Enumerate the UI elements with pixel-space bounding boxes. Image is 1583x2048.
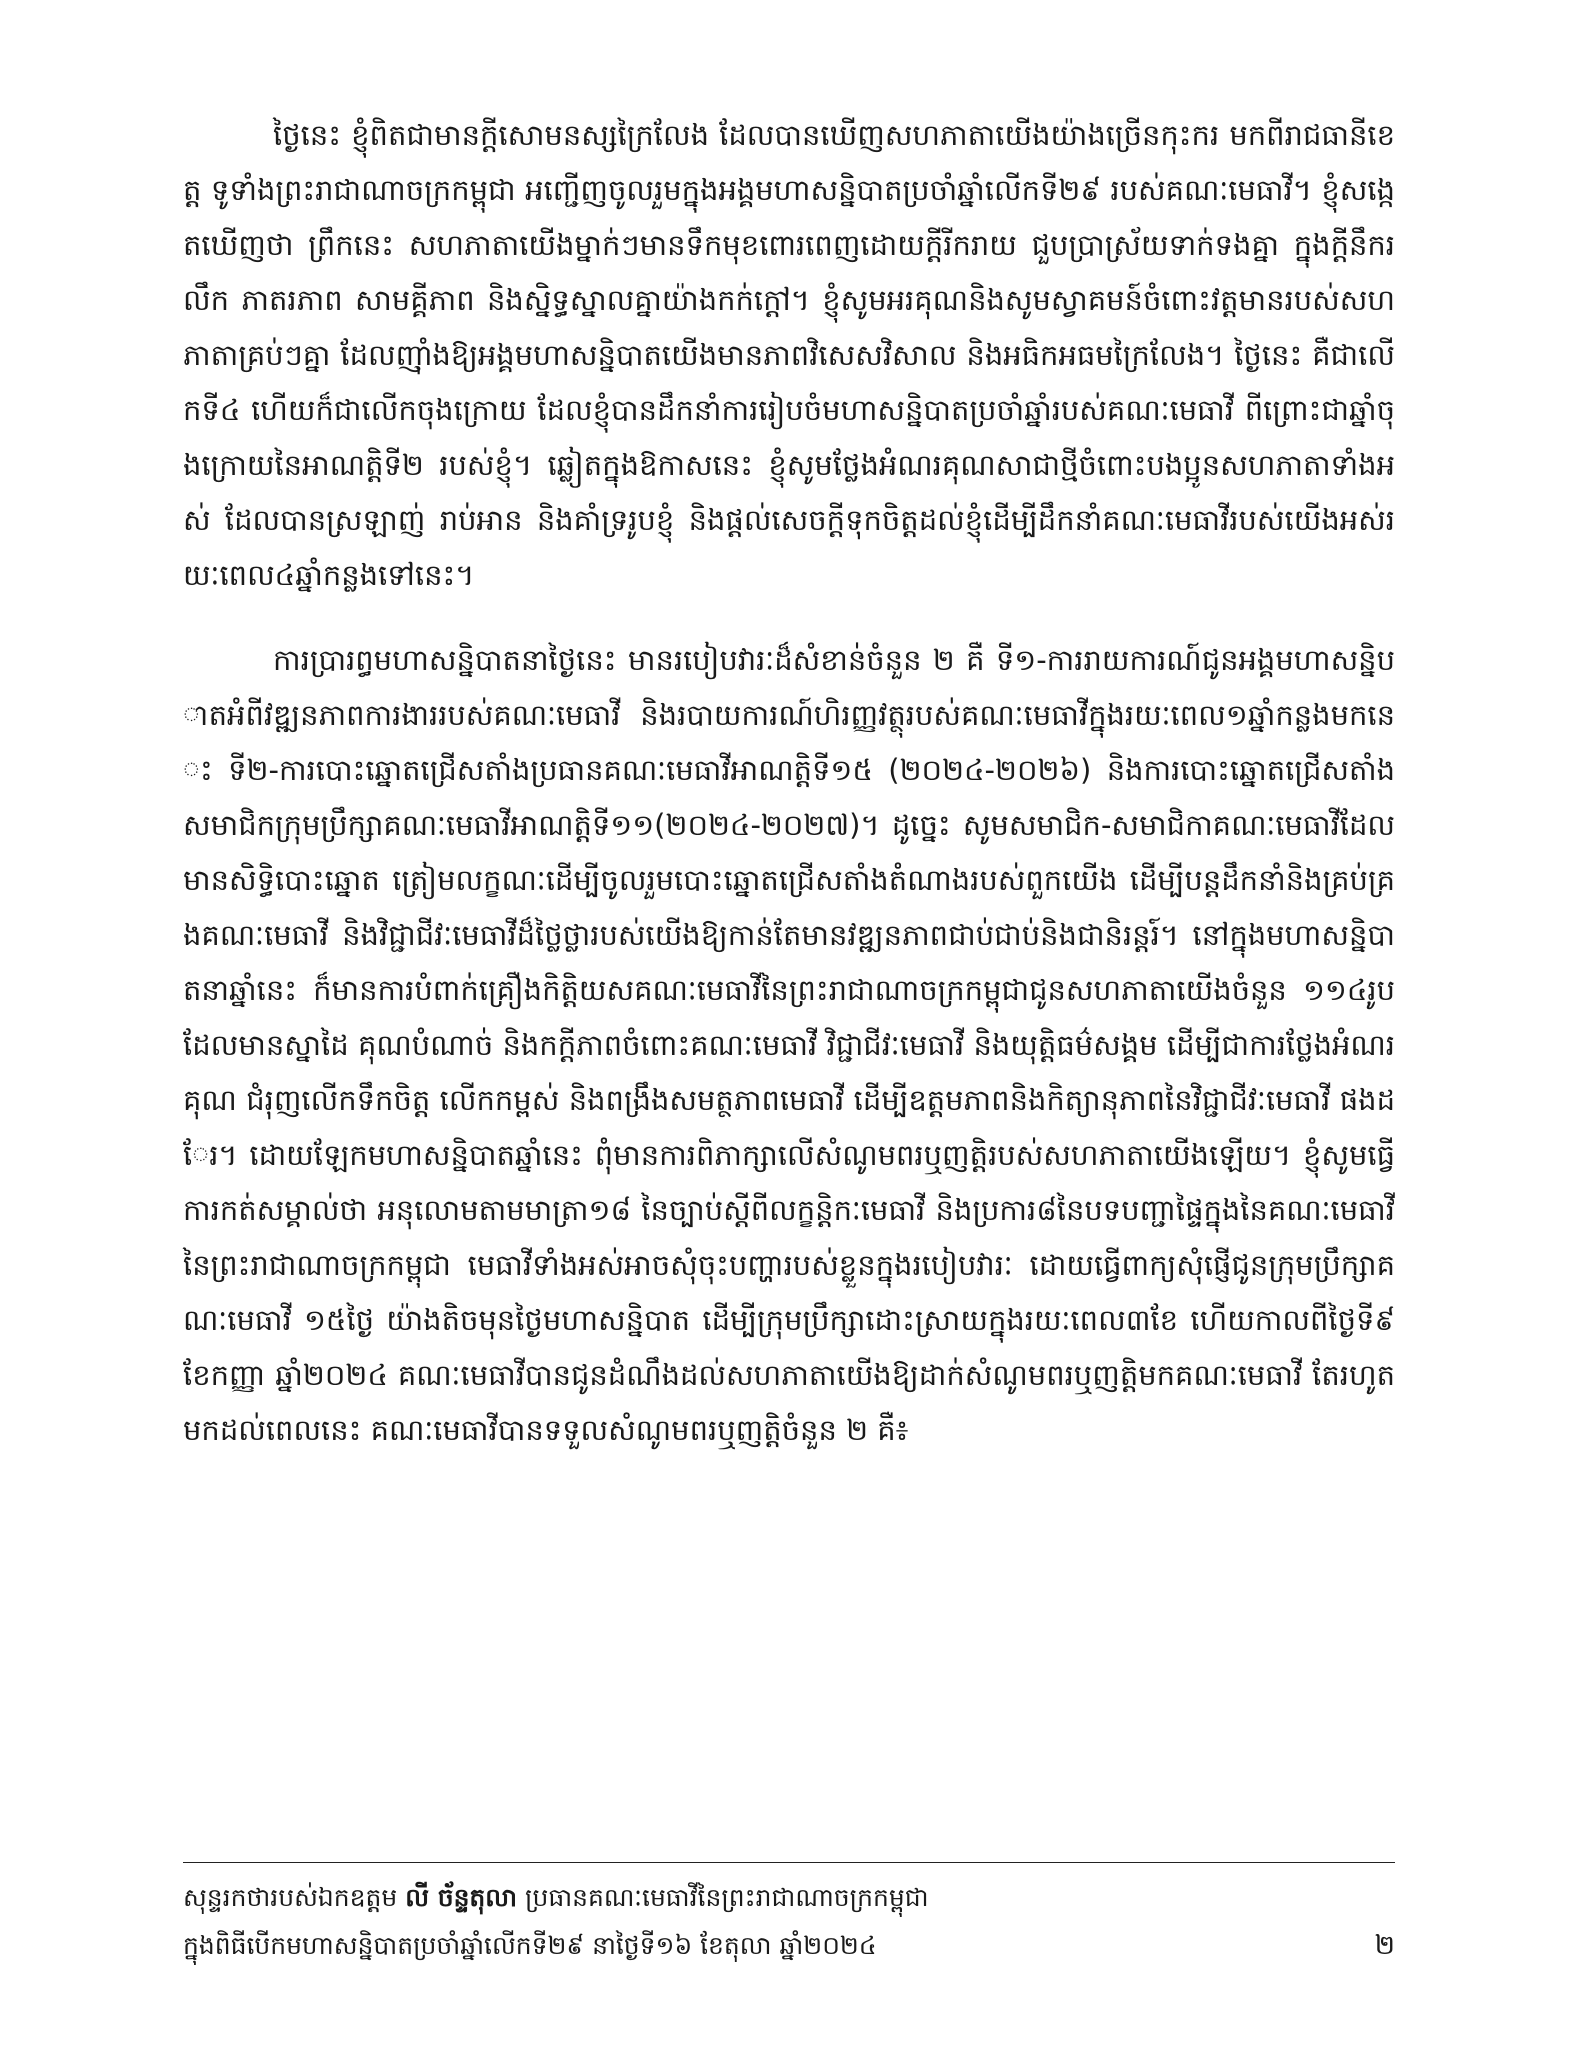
speaker-name: លី ច័ន្ទតុលា (405, 1883, 518, 1912)
footer-line-speech-title (183, 1874, 1395, 1922)
paragraph-opening: ថ្ងៃនេះ ខ្ញុំពិតជាមានក្តីសោមនស្សក្រៃលែង ដែលបានឃើញសហភាតាយើងយ៉ាងច្រើនកុះករ មកពីរាជធានីខេត្ត ទូទាំងព្រះរាជាណាចក្រកម្ពុជា អញ្ជើញចូលរួមក្នុងអង្គមហាសន្និបាតប្រចាំឆ្នាំលើកទី២៩ របស់គណៈមេធាវី។ ខ្ញុំសង្កេតឃើញថា ព្រឹកនេះ សហភាតាយើងម្នាក់ៗមានទឹកមុខពោរពេញដោយក្តីរីករាយ ជួបប្រាស្រ័យទាក់ទងគ្នា ក្នុងក្តីនឹករលឹក ភាតរភាព សាមគ្គីភាព និងស្និទ្ធស្នាលគ្នាយ៉ាងកក់ក្តៅ។ ខ្ញុំសូមអរគុណនិងសូមស្វាគមន៍ចំពោះវត្តមានរបស់សហភាតាគ្រប់ៗគ្នា ដែលញ៉ាំងឱ្យអង្គមហាសន្និបាតយើងមានភាពវិសេសវិសាល និងអធិកអធមក្រៃលែង។ ថ្ងៃនេះ គឺជាលើកទី៤ ហើយក៏ជាលើកចុងក្រោយ ដែលខ្ញុំបានដឹកនាំការរៀបចំមហាសន្និបាតប្រចាំឆ្នាំរបស់គណៈមេធាវី ពីព្រោះជាឆ្នាំចុងក្រោយនៃអាណត្តិទី២ របស់ខ្ញុំ។ ឆ្លៀតក្នុងឱកាសនេះ ខ្ញុំសូមថ្លែងអំណរគុណសាជាថ្មីចំពោះបងប្អូនសហភាតាទាំងអស់ ដែលបានស្រឡាញ់ រាប់អាន និងគាំទ្ររូបខ្ញុំ និងផ្តល់សេចក្តីទុកចិត្តដល់ខ្ញុំដើម្បីដឹកនាំគណៈមេធាវីរបស់យើងអស់រយៈពេល៤ឆ្នាំកន្លងទៅនេះ។ (183, 118, 1395, 592)
footer-prefix: សុន្ទរកថារបស់ឯកឧត្តម (183, 1883, 398, 1912)
body-text (183, 108, 1395, 1458)
footer-speaker-title: ប្រធានគណៈមេធាវីនៃព្រះរាជាណាចក្រកម្ពុជា (525, 1883, 929, 1912)
paragraph-agenda: ការប្រារព្ធមហាសន្និបាតនាថ្ងៃនេះ មានរបៀបវារៈដ៏សំខាន់ចំនួន ២ គឺ ទី១-ការរាយការណ៍ជូនអង្គមហាសន្និបាតអំពីវឌ្ឍនភាពការងាររបស់គណៈមេធាវី និងរបាយការណ៍ហិរញ្ញវត្ថុរបស់គណៈមេធាវីក្នុងរយៈពេល១ឆ្នាំកន្លងមកនេះ ទី២-ការបោះឆ្នោតជ្រើសតាំងប្រធានគណៈមេធាវីអាណត្តិទី១៥ (២០២៤-២០២៦) និងការបោះឆ្នោតជ្រើសតាំងសមាជិកក្រុមប្រឹក្សាគណៈមេធាវីអាណត្តិទី១១(២០២៤-២០២៧)។ ដូច្នេះ សូមសមាជិក-សមាជិកាគណៈមេធាវីដែលមានសិទ្ធិបោះឆ្នោត ត្រៀមលក្ខណៈដើម្បីចូលរួមបោះឆ្នោតជ្រើសតាំងតំណាងរបស់ពួកយើង ដើម្បីបន្តដឹកនាំនិងគ្រប់គ្រងគណៈមេធាវី និងវិជ្ជាជីវៈមេធាវីដ៏ថ្លៃថ្លារបស់យើងឱ្យកាន់តែមានវឌ្ឍនភាពជាប់ជាប់និងជានិរន្តរ៍។ នៅក្នុងមហាសន្និបាតនាឆ្នាំនេះ ក៏មានការបំពាក់គ្រឿងកិត្តិយសគណៈមេធាវីនៃព្រះរាជាណាចក្រកម្ពុជាជូនសហភាតាយើងចំនួន ១១៤រូប ដែលមានស្នាដៃ គុណបំណាច់ និងកក្តីភាពចំពោះគណៈមេធាវី វិជ្ជាជីវៈមេធាវី និងយុត្តិធម៌សង្គម ដើម្បីជាការថ្លែងអំណរគុណ ជំរុញលើកទឹកចិត្ត លើកកម្ពស់ និងពង្រឹងសមត្ថភាពមេធាវី ដើម្បីឧត្តមភាពនិងកិត្យានុភាពនៃវិជ្ជាជីវៈមេធាវី ផងដែរ។ ដោយឡែកមហាសន្និបាតឆ្នាំនេះ ពុំមានការពិភាក្សាលើសំណូមពរឬញត្តិរបស់សហភាតាយើងឡើយ។ ខ្ញុំសូមធ្វើការកត់សម្គាល់ថា អនុលោមតាមមាត្រា១៨ នៃច្បាប់ស្តីពីលក្ខន្តិកៈមេធាវី និងប្រការ៨នៃបទបញ្ជាផ្ទៃក្នុងនៃគណៈមេធាវីនៃព្រះរាជាណាចក្រកម្ពុជា មេធាវីទាំងអស់អាចសុំចុះបញ្ហារបស់ខ្លួនក្នុងរបៀបវារៈ ដោយធ្វើពាក្យសុំផ្ញើជូនក្រុមប្រឹក្សាគណៈមេធាវី ១៥ថ្ងៃ យ៉ាងតិចមុនថ្ងៃមហាសន្និបាត ដើម្បីក្រុមប្រឹក្សាដោះស្រាយក្នុងរយៈពេល៣ខែ ហើយកាលពីថ្ងៃទី៩ ខែកញ្ញា ឆ្នាំ២០២៤ គណៈមេធាវីបានជូនដំណឹងដល់សហភាតាយើងឱ្យដាក់សំណូមពរឬញត្តិមកគណៈមេធាវី តែរហូតមកដល់ពេលនេះ គណៈមេធាវីបានទទួលសំណូមពរឬញត្តិចំនួន ២ គឺ៖ (183, 643, 1395, 1447)
page-number: ២ (1374, 1930, 1395, 1961)
footer-divider (183, 1862, 1395, 1863)
footer-line-event: ក្នុងពិធីបើកមហាសន្និបាតប្រចាំឆ្នាំលើកទី២៩ នាថ្ងៃទី១៦ ខែតុលា ឆ្នាំ២០២៤ (183, 1931, 877, 1960)
page-footer (183, 1874, 1395, 1970)
